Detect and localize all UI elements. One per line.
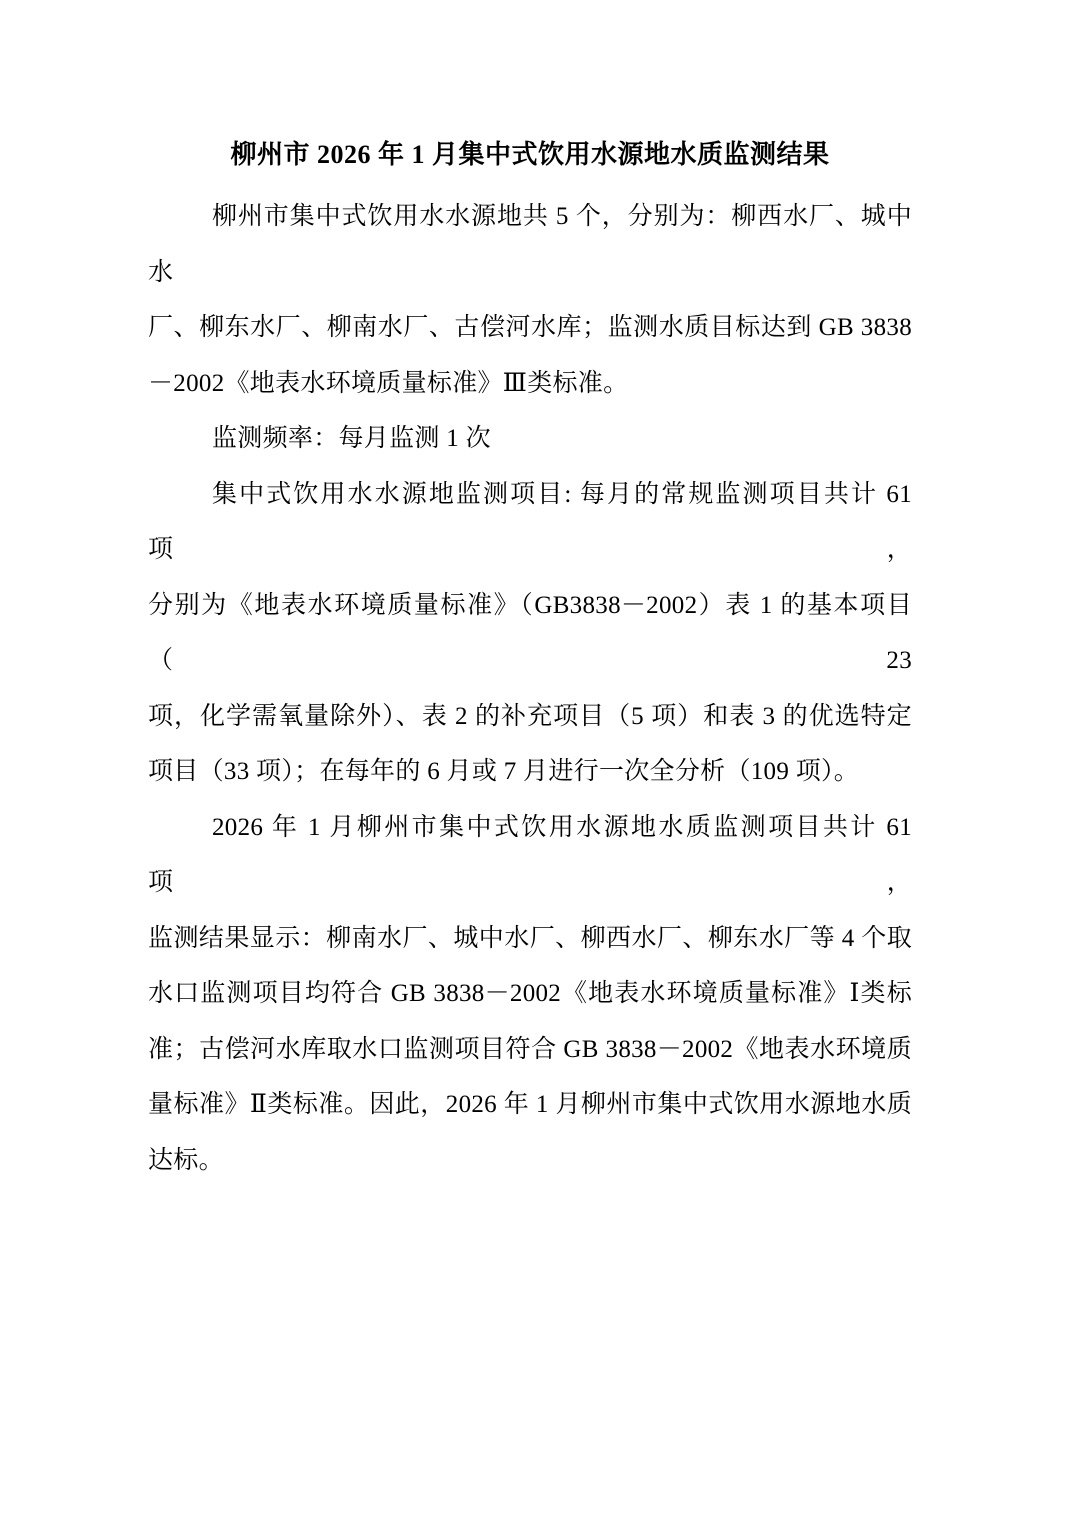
text-line: 2026 年 1 月柳州市集中式饮用水源地水质监测项目共计 61 项， xyxy=(148,813,912,896)
paragraph xyxy=(148,800,912,1189)
document-title: 柳州市 2026 年 1 月集中式饮用水源地水质监测结果 xyxy=(230,140,830,169)
paragraph xyxy=(148,467,912,800)
text-line: －2002《地表水环境质量标准》Ⅲ类标准。 xyxy=(148,369,629,397)
text-line: 准；古偿河水库取水口监测项目符合 GB 3838－2002《地表水环境质 xyxy=(148,1035,912,1063)
text-line: 量标准》Ⅱ类标准。因此，2026 年 1 月柳州市集中式饮用水源地水质 xyxy=(148,1091,912,1118)
text-line: 监测频率：每月监测 1 次 xyxy=(212,425,491,452)
text-line: 监测结果显示：柳南水厂、城中水厂、柳西水厂、柳东水厂等 4 个取 xyxy=(148,924,912,952)
text-line: 分别为《地表水环境质量标准》（GB3838－2002）表 1 的基本项目（23 xyxy=(148,591,912,674)
text-line: 达标。 xyxy=(148,1146,224,1174)
text-line: 柳州市集中式饮用水水源地共 5 个，分别为：柳西水厂、城中水 xyxy=(148,203,912,286)
text-line: 项目（33 项）；在每年的 6 月或 7 月进行一次全分析（109 项）。 xyxy=(148,758,860,785)
text-line: 水口监测项目均符合 GB 3838－2002《地表水环境质量标准》Ⅰ类标 xyxy=(148,980,912,1007)
text-line: 项，化学需氧量除外）、表 2 的补充项目（5 项）和表 3 的优选特定 xyxy=(148,702,912,730)
paragraph xyxy=(148,411,912,467)
text-line: 厂、柳东水厂、柳南水厂、古偿河水库；监测水质目标达到 GB 3838 xyxy=(148,314,912,341)
text-line: 集中式饮用水水源地监测项目: 每月的常规监测项目共计 61 项， xyxy=(148,480,912,563)
document-body xyxy=(148,127,912,1188)
paragraph xyxy=(148,189,912,411)
document-paragraphs xyxy=(148,189,912,1188)
